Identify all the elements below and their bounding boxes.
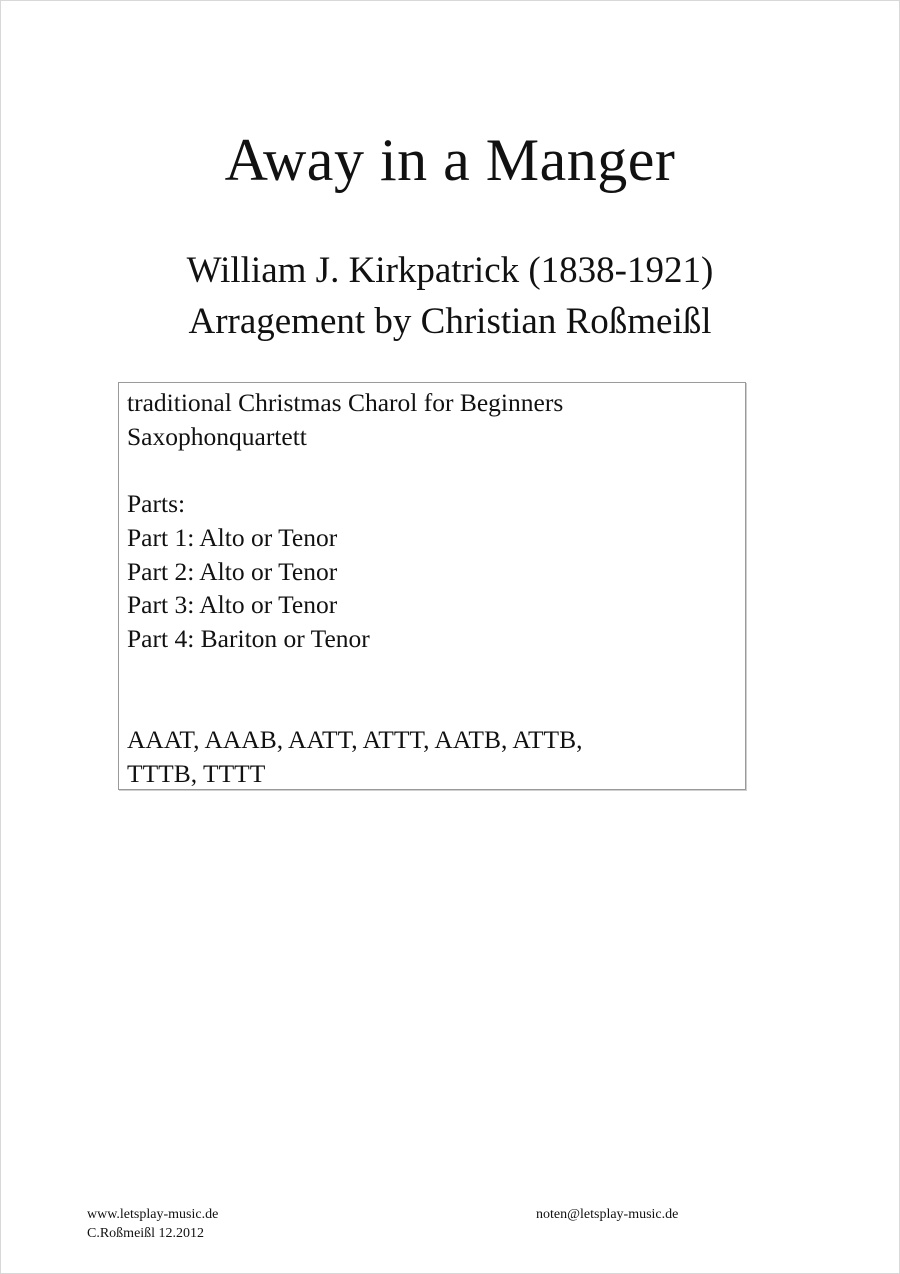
info-box (118, 382, 746, 790)
part-item-1: Part 1: Alto or Tenor (127, 523, 338, 552)
page-title: Away in a Manger (224, 127, 676, 193)
part-item-3: Part 3: Alto or Tenor (127, 590, 338, 619)
description-text: traditional Christmas Charol for Beginners (127, 388, 564, 417)
part-item-4: Part 4: Bariton or Tenor (127, 624, 370, 653)
footer-copyright: C.Roßmeißl 12.2012 (87, 1226, 205, 1241)
footer-website: www.letsplay-music.de (87, 1207, 219, 1222)
part-item-2: Part 2: Alto or Tenor (127, 557, 338, 586)
combinations-line-1: AAAT, AAAB, AATT, ATTT, AATB, ATTB, (127, 725, 583, 754)
parts-heading: Parts: (127, 489, 186, 518)
combinations-line-2: TTTB, TTTT (127, 759, 266, 788)
arranger-line: Arragement by Christian Roßmeißl (188, 301, 712, 342)
composer-line: William J. Kirkpatrick (1838-1921) (186, 250, 714, 291)
ensemble-text: Saxophonquartett (127, 422, 307, 451)
footer-email: noten@letsplay-music.de (536, 1207, 679, 1222)
